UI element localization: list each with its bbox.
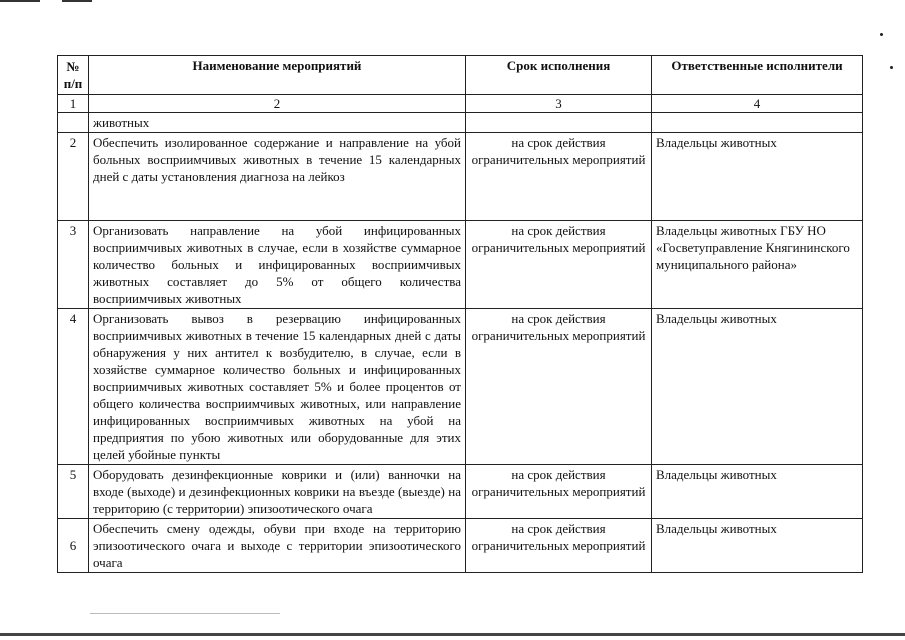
- row-measure: Обеспечить смену одежды, обуви при входе на территорию эпизоотического очага и выходе с территории эпизоотического очага: [89, 519, 466, 573]
- row-measure: Обеспечить изолированное содержание и направление на убой больных восприимчивых животных в течение 15 календарных дней с даты установления диагноза на лейкоз: [89, 133, 466, 221]
- table-row: [58, 465, 863, 519]
- scan-artifact: [0, 0, 40, 2]
- row-responsible: Владельцы животных: [652, 309, 863, 465]
- scan-artifact: [90, 613, 280, 614]
- row-term: на срок действия ограничительных мероприятий: [466, 221, 652, 309]
- continuation-text: животных: [89, 113, 466, 133]
- table-header-row: [58, 56, 863, 95]
- row-measure: Оборудовать дезинфекционные коврики и (или) ванночки на входе (выходе) и дезинфекционных коврики на въезде (выезде) на территорию (с территории) эпизоотического очага: [89, 465, 466, 519]
- header-num: № п/п: [58, 56, 89, 95]
- header-responsible: Ответственные исполнители: [652, 56, 863, 95]
- scan-dot: [890, 66, 893, 69]
- row-number: 5: [58, 465, 89, 519]
- row-term: на срок действия ограничительных мероприятий: [466, 465, 652, 519]
- table-row: [58, 519, 863, 573]
- continuation-row: [58, 113, 863, 133]
- header-term: Срок исполнения: [466, 56, 652, 95]
- row-responsible: Владельцы животных: [652, 519, 863, 573]
- table-row: [58, 309, 863, 465]
- col-number: 4: [652, 95, 863, 113]
- scan-artifact: [62, 0, 92, 2]
- row-term: на срок действия ограничительных мероприятий: [466, 133, 652, 221]
- col-number: 2: [89, 95, 466, 113]
- scan-dot: [880, 33, 883, 36]
- row-responsible: Владельцы животных ГБУ НО «Госветуправление Княгининского муниципального района»: [652, 221, 863, 309]
- row-number: 2: [58, 133, 89, 221]
- table-row: [58, 133, 863, 221]
- row-term: на срок действия ограничительных мероприятий: [466, 309, 652, 465]
- col-number: 1: [58, 95, 89, 113]
- measures-table: [57, 55, 863, 573]
- row-term: на срок действия ограничительных мероприятий: [466, 519, 652, 573]
- row-measure: Организовать направление на убой инфицированных восприимчивых животных в случае, если в хозяйстве суммарное количество больных и инфицированных восприимчивых животных составляет до 5% от общего количества восприимчивых животных: [89, 221, 466, 309]
- page-bottom-edge: [0, 633, 905, 636]
- row-responsible: Владельцы животных: [652, 133, 863, 221]
- col-number: 3: [466, 95, 652, 113]
- row-measure: Организовать вывоз в резервацию инфицированных восприимчивых животных в течение 15 календарных дней с даты обнаружения у них антител к возбудителю, в случае, если в хозяйстве суммарное количество больных и инфицированных восприимчивых животных составляет 5% и более процентов от общего количества восприимчивых животных, или направление инфицированных восприимчивых животных на убой на предприятия по убою животных или оборудованные для этих целей убойные пункты: [89, 309, 466, 465]
- row-number: 4: [58, 309, 89, 465]
- table-row: [58, 221, 863, 309]
- header-name: Наименование мероприятий: [89, 56, 466, 95]
- column-number-row: [58, 95, 863, 113]
- row-number: 6: [58, 519, 89, 573]
- row-responsible: Владельцы животных: [652, 465, 863, 519]
- row-number: 3: [58, 221, 89, 309]
